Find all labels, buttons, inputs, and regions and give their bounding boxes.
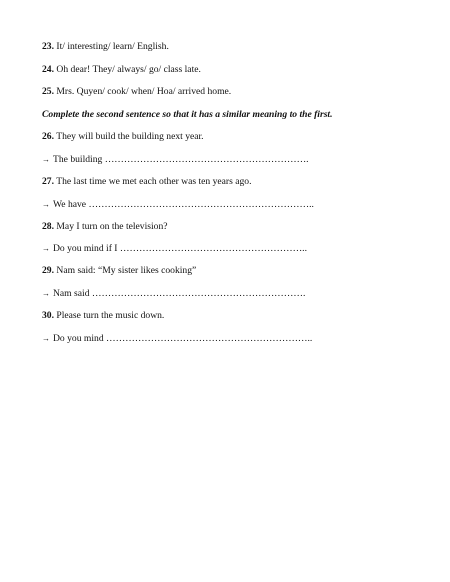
question-text: It/ interesting/ learn/ English. <box>56 41 169 52</box>
question-number: 26. <box>42 131 54 142</box>
question-number: 23. <box>42 41 54 52</box>
question-28 <box>42 221 168 233</box>
question-text: May I turn on the television? <box>56 221 168 232</box>
answer-prompt: The building ………………………………………………………. <box>53 154 309 165</box>
arrow-right-icon: → <box>42 244 50 253</box>
question-number: 27. <box>42 176 54 187</box>
question-23 <box>42 41 169 53</box>
question-number: 28. <box>42 221 54 232</box>
question-text: Please turn the music down. <box>56 310 165 321</box>
arrow-right-icon: → <box>42 155 50 164</box>
question-text: Nam said: “My sister likes cooking” <box>56 265 197 276</box>
question-26 <box>42 131 204 143</box>
answer-prompt: Nam said …………………………………………………………. <box>53 288 306 299</box>
question-27 <box>42 176 252 188</box>
arrow-right-icon: → <box>42 289 50 298</box>
question-text: The last time we met each other was ten years ago. <box>56 176 252 187</box>
question-24 <box>42 64 201 76</box>
answer-line-26 <box>42 154 309 166</box>
question-29 <box>42 265 196 277</box>
question-number: 25. <box>42 86 54 97</box>
answer-prompt: Do you mind if I ………………………………………………….. <box>53 243 307 254</box>
answer-line-30 <box>42 333 312 345</box>
question-30 <box>42 310 164 322</box>
question-text: They will build the building next year. <box>56 131 204 142</box>
answer-line-28 <box>42 243 307 255</box>
answer-prompt: We have …………………………………………………………….. <box>53 199 314 210</box>
question-25 <box>42 86 231 98</box>
section-instruction: Complete the second sentence so that it has a similar meaning to the first. <box>42 109 333 120</box>
arrow-right-icon: → <box>42 334 50 343</box>
arrow-right-icon: → <box>42 200 50 209</box>
answer-prompt: Do you mind ……………………………………………………….. <box>53 333 313 344</box>
question-text: Mrs. Quyen/ cook/ when/ Hoa/ arrived home. <box>56 86 232 97</box>
answer-line-29 <box>42 288 305 300</box>
question-number: 29. <box>42 265 54 276</box>
question-number: 30. <box>42 310 54 321</box>
answer-line-27 <box>42 199 314 211</box>
question-number: 24. <box>42 64 54 75</box>
question-text: Oh dear! They/ always/ go/ class late. <box>56 64 201 75</box>
